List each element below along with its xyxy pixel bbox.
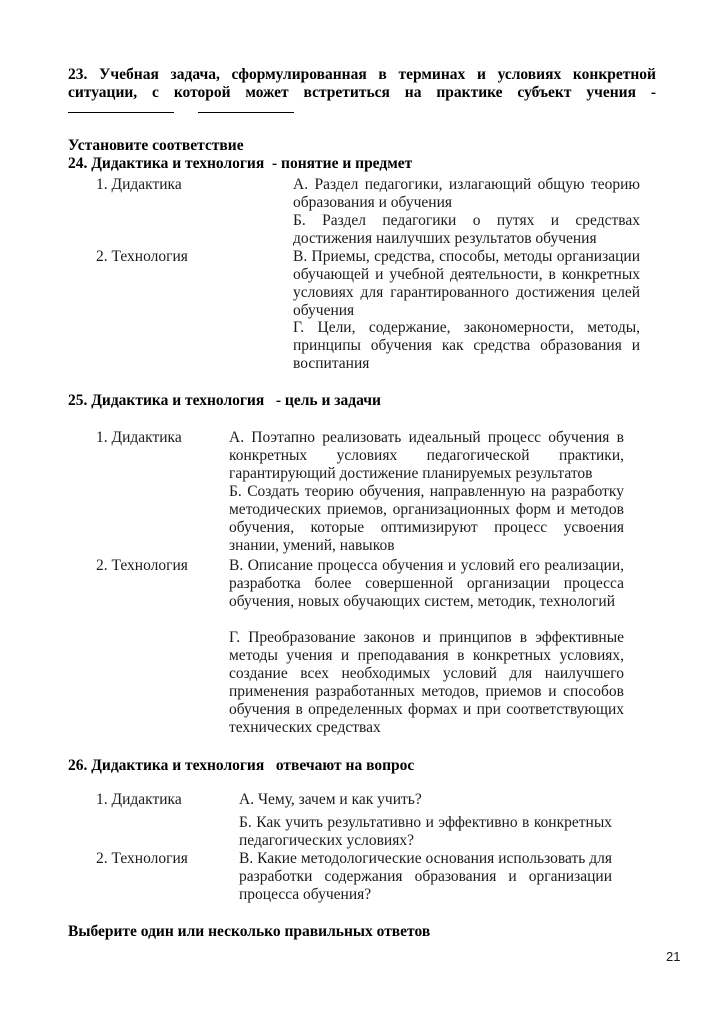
q24-option-a: А. Раздел педагогики, излагающий общую теорию образования и обучения (293, 176, 640, 211)
q25-option-v: В. Описание процесса обучения и условий его реализации, разработка более совершенной организации процесса обучения, новых обучающих систем, методик, технологий (229, 557, 624, 610)
q24-left-2: 2. Технология (96, 248, 188, 265)
question-23-line-2: ситуации, с которой может встретиться на практике субъект учения - (68, 84, 656, 101)
q24-left-1: 1. Дидактика (96, 176, 182, 193)
question-26-title: 26. Дидактика и технология отвечают на вопрос (68, 757, 415, 774)
answer-blank-1[interactable] (68, 111, 174, 113)
q25-left-1: 1. Дидактика (96, 429, 182, 446)
q24-option-b: Б. Раздел педагогики о путях и средствах достижения наилучших результатов обучения (293, 212, 640, 247)
q25-option-g: Г. Преобразование законов и принципов в эффективные методы учения и преподавания в конкретных условиях, создание всех необходимых условий для наилучшего применения разработанных методов, приемов и способов обучения в определенных формах и при соответствующих технических средствах (229, 629, 624, 736)
question-23-line-1: 23. Учебная задача, сформулированная в терминах и условиях конкретной (68, 66, 656, 83)
q26-left-2: 2. Технология (96, 850, 188, 867)
q26-option-v: В. Какие методологические основания использовать для разработки содержания образования и организации процесса обучения? (239, 850, 612, 903)
q24-option-v: В. Приемы, средства, способы, методы организации обучающей и учебной деятельности, в конкретных условиях для гарантированного достижения целей обучения (293, 248, 640, 319)
answer-blank-2[interactable] (198, 111, 294, 113)
question-25-title: 25. Дидактика и технология - цель и задачи (68, 392, 381, 409)
instruction-match: Установите соответствие (68, 137, 244, 154)
q25-option-b: Б. Создать теорию обучения, направленную на разработку методических приемов, организационных форм и методов обучения, которые оптимизируют процесс усвоения знании, умений, навыков (229, 483, 624, 554)
q24-option-g: Г. Цели, содержание, закономерности, методы, принципы обучения как средства образования и воспитания (293, 319, 640, 372)
question-23 (68, 66, 656, 102)
q26-left-1: 1. Дидактика (96, 791, 182, 808)
q26-option-b: Б. Как учить результативно и эффективно в конкретных педагогических условиях? (239, 814, 612, 849)
page-number: 21 (666, 949, 681, 964)
instruction-choose: Выберите один или несколько правильных ответов (68, 923, 431, 940)
question-24-title: 24. Дидактика и технология - понятие и предмет (68, 155, 413, 172)
q25-option-a: А. Поэтапно реализовать идеальный процесс обучения в конкретных условиях педагогической практики, гарантирующий достижение планируемых результатов (229, 429, 624, 482)
q26-option-a: А. Чему, зачем и как учить? (239, 791, 422, 808)
answer-blank-lines[interactable] (68, 103, 294, 121)
q25-left-2: 2. Технология (96, 557, 188, 574)
